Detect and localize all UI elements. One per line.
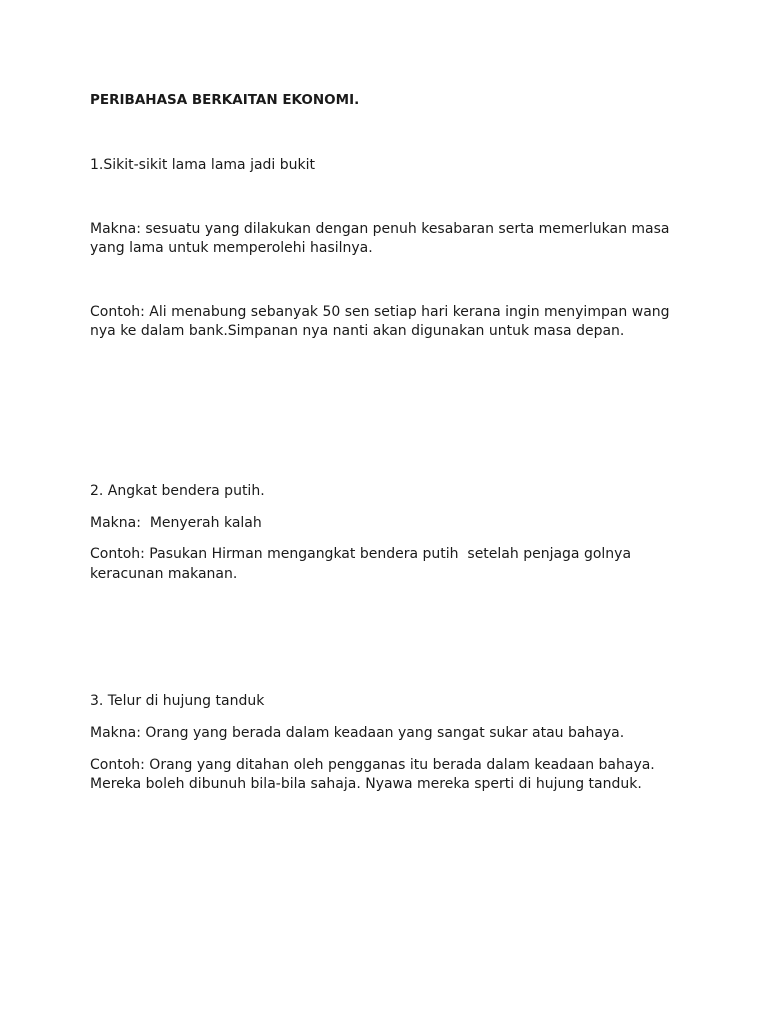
proverb-example-1-line-2: nya ke dalam bank.Simpanan nya nanti akan digunakan untuk masa depan. <box>90 323 625 339</box>
proverb-example-1-line-1: Contoh: Ali menabung sebanyak 50 sen setiap hari kerana ingin menyimpan wang <box>90 304 670 320</box>
proverb-heading-1: 1.Sikit-sikit lama lama jadi bukit <box>90 157 316 173</box>
proverb-meaning-1-line-2: yang lama untuk memperolehi hasilnya. <box>90 240 373 256</box>
proverb-meaning-2-line-1: Makna: Menyerah kalah <box>90 515 262 531</box>
proverb-example-2-line-2: keracunan makanan. <box>90 566 238 582</box>
proverb-example-3-line-1: Contoh: Orang yang ditahan oleh pengganas itu berada dalam keadaan bahaya. <box>90 757 655 773</box>
proverb-heading-3: 3. Telur di hujung tanduk <box>90 693 265 709</box>
document-title: PERIBAHASA BERKAITAN EKONOMI. <box>90 92 360 108</box>
proverb-example-2-line-1: Contoh: Pasukan Hirman mengangkat bendera putih setelah penjaga golnya <box>90 546 632 562</box>
proverb-heading-2: 2. Angkat bendera putih. <box>90 483 265 499</box>
proverb-example-3-line-2: Mereka boleh dibunuh bila-bila sahaja. Nyawa mereka sperti di hujung tanduk. <box>90 776 642 792</box>
proverb-meaning-1-line-1: Makna: sesuatu yang dilakukan dengan penuh kesabaran serta memerlukan masa <box>90 221 670 237</box>
proverb-meaning-3-line-1: Makna: Orang yang berada dalam keadaan yang sangat sukar atau bahaya. <box>90 725 625 741</box>
